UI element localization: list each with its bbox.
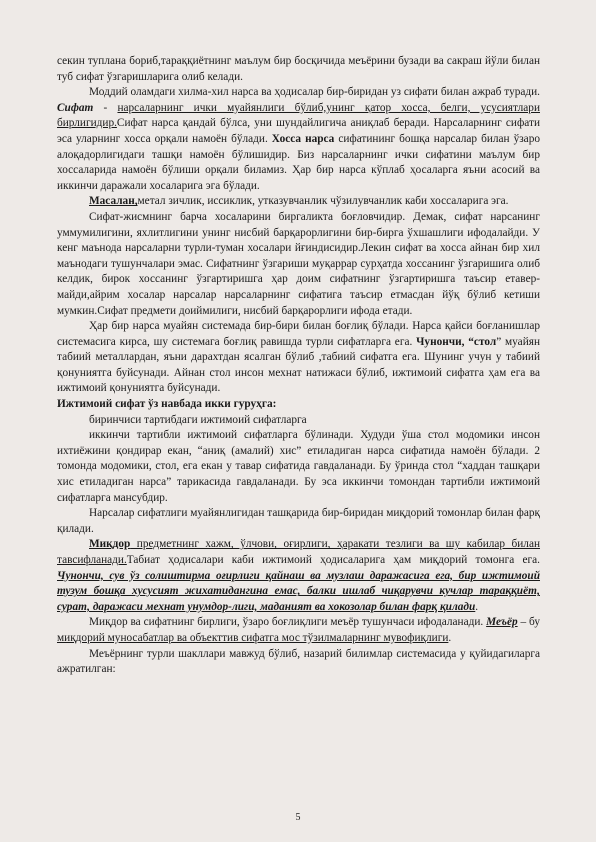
definition-sifat: нарсаларнинг ички муайянлиги бўлиб,унинг қатор хосса, белги, усусиятлари бирлигидир. [57,101,540,130]
term-xossa: Хосса нарса [271,132,335,145]
page-number: 5 [295,812,301,823]
paragraph-1: секин туплана бориб,тараққиётнинг маълум бир босқичида меъёрини бузади ва сакраш йўли билан туб сифат ўзгаришларига олиб келади. [57,55,540,83]
text: – бу [517,616,540,629]
example-water: Чунончи, сув ўз солиштирма оғирлиги қайнаш ва музлаш даражасига ега, бир ижтимоий тузум бошқа хусусият жихатидангина емас, балки ишлаб чиқарувчи кучлар тараққиёт, сурат, даражаси мехнат унумдор-лиги, маданият ва хокозолар билан фарқ қилади [57,569,540,613]
paragraph-11 [57,615,540,646]
paragraph-2 [57,85,540,194]
term-miqdor: Миқдор [89,538,131,551]
text: Ҳар бир нарса муайян системада бир-бири билан боғлиқ бўлади. Нарса қайси боғланишлар системасига кирса, шу системага боғлиқ равишда турли сифатларга ега. [57,320,540,348]
paragraph-3 [57,194,540,210]
document-body [57,54,540,678]
text: Моддий оламдаги хилма-хил нарса ва ҳодисалар бир-биридан уз сифати билан ажраб туради. [89,86,540,99]
term-meyor: Меъёр [486,616,518,629]
text: Табиат ҳодисалари каби ижтимоий ҳодисаларига ҳам миқдорий томонга ега. [126,554,540,566]
definition-miqdor: предметнинг хажм, ўлчови, оғирлиги, ҳаракати тезлиги ва шу кабилар билан тавсифланади. [57,538,540,566]
text: Сифат нарса қандай бўлса, уни шундайлигича аниқлаб беради. Нарсаларнинг сифати эса уларнинг хосса орқали намоён бўлади. [57,117,540,145]
term-sifat: Сифат [57,101,94,114]
paragraph-10 [57,537,540,615]
text: сифатининг бошқа нарсалар билан ўзаро алоқадорлигидаги ташқи намоён бўлишидир. Биз нарсаларнинг ички сифатини маълум бир хоссаларида намоён бўлиши орқали биламиз. Ҳар бир нарса кўплаб ҳосаларга яъни асосий ва иккинчи даражали хосаларига эга бўлади. [57,132,540,192]
definition-meyor: миқдорий муносабатлар ва объекттив сифатга мос тўзилмаларнинг мувофиқлиги [57,631,449,644]
paragraph-4: Сифат-жисмнинг барча хосаларини биргаликта боғловчидир. Демак, сифат нарсанинг уммумилигини, яхлитлигини унинг нисбий барқарорлигини бир-бирга ўхшашлиги ифодалайди. У кенг маънода нарсаларни турли-туман хосалари йғиндисидир.Лекин сифат ва хосса айнан бир хил маънодаги тушунчалари эмас. Сифатнинг ўзгариши муқаррар сурҳатда хоссанинг ўзгаришига олиб келдик, бирок хоссанинг ўзгартиришга ҳар доим сифатнинг ўзгартиришга таъсир етавер-майди,айрим хосалар нарсалар нарсаларнинг сифатига таъсир етмасдан йўқ бўлиб кетиши мумкин.Сифат предмети доиймилиги, нисбий барқарорлиги ифода етади. [57,210,540,317]
example-stol: Чунончи, “стол [416,335,497,348]
text: . [448,631,452,644]
heading-social-quality: Ижтимоий сифат ўз навбада икки гуруҳга: [57,398,277,411]
text: - [93,101,118,114]
paragraph-12: Меъёрнинг турли шакллари мавжуд бўлиб, назарий билимлар системасида у қуйидагиларга ажратилган: [57,647,540,676]
text: ” муайян табиий металлардан, яъни дарахтдан ясалган бўлиб ,табиий сифатга ега. Шунинг учун у табиий қонуниятга буйсунади. Айнан стол инсон мехнат натижаси бўлиб, ижтимоий сифатга ҳам ега ва ижтимоий қонуниятга буйсунади. [57,335,540,395]
paragraph-9: Нарсалар сифатлиги муайянлигидан ташқарида бир-биридан миқдорий томонлар билан фарқ қилади. [57,507,540,535]
example-label: Масалан, [89,195,138,208]
text: метал зичлик, иссиклик, утказувчанлик чўзилувчанлик каби хоссаларига эга. [137,195,509,208]
paragraph-7: биринчиси тартибдаги ижтимоий сифатларга [89,413,307,426]
paragraph-5 [57,319,540,397]
paragraph-8: иккинчи тартибли ижтимоий сифатларга бўлинади. Худуди ўша стол модомики инсон ихтиёжини қондирар екан, “аниқ (амалий) хис” етиладиган нарса сифатида намоён бўлади. 2 томонда модомики, стол, ега екан у тавар сифатида гавдаланади. Бу ўринда стол “хаддан ташқари хис етиладиган нарса” тарикасида гавдаланади. Бу эса иккинчи томондан тартибли ижтимоий сифатларга мансубдир. [57,429,540,504]
text: Миқдор ва сифатнинг бирлиги, ўзаро боғлиқлиги меъёр тушунчаси ифодаланади. [89,616,487,629]
text: . [475,600,479,613]
